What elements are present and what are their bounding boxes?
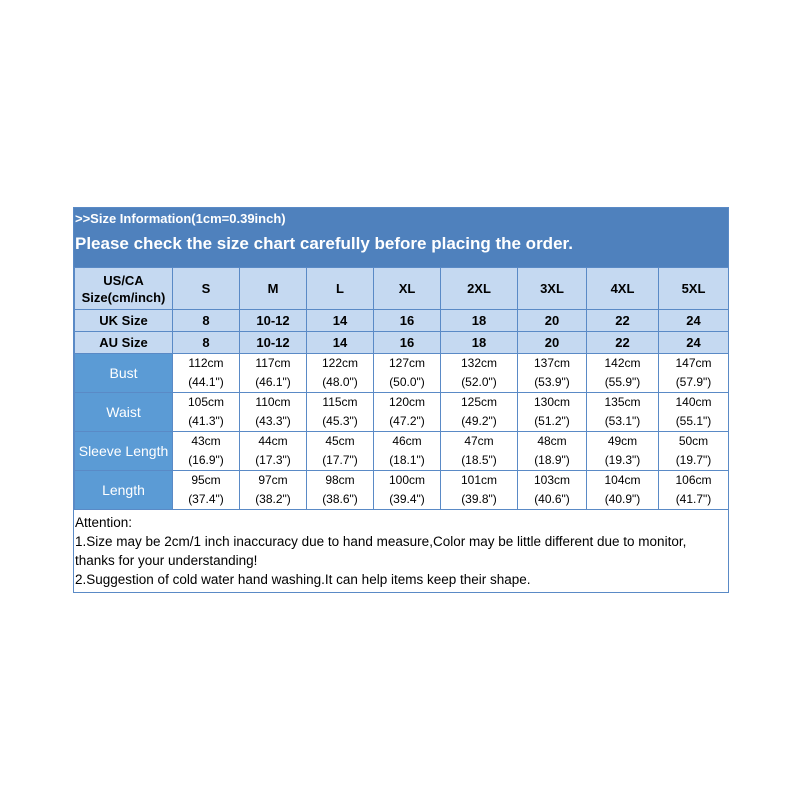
cm-value: 101cm — [460, 473, 498, 487]
inch-value: (53.9") — [534, 375, 570, 389]
waist-cell — [659, 393, 729, 432]
cm-value: 44cm — [258, 434, 288, 448]
uk-size-value: 14 — [307, 310, 374, 332]
length-cell — [307, 471, 374, 510]
bust-cell — [240, 354, 307, 393]
inch-value: (48.0") — [322, 375, 358, 389]
au-size-value: 10-12 — [240, 332, 307, 354]
inch-value: (52.0") — [461, 375, 497, 389]
uk-size-label: UK Size — [75, 310, 173, 332]
cm-value: 50cm — [678, 434, 709, 448]
cm-value: 43cm — [191, 434, 221, 448]
size-chart — [73, 207, 729, 593]
cm-value: 120cm — [388, 395, 426, 409]
inch-value: (18.1") — [389, 453, 425, 467]
cm-value: 132cm — [460, 356, 498, 370]
cm-value: 130cm — [533, 395, 571, 409]
sleeve-length-cell — [659, 432, 729, 471]
waist-cell — [307, 393, 374, 432]
length-cell — [441, 471, 518, 510]
waist-cell — [587, 393, 659, 432]
measurement-label-text: Length — [102, 481, 145, 498]
uk-size-value: 8 — [173, 310, 240, 332]
length-cell — [374, 471, 441, 510]
length-cell — [173, 471, 240, 510]
bust-cell — [518, 354, 587, 393]
measurement-label-text: Waist — [106, 403, 141, 420]
attention-heading: Attention: — [75, 515, 133, 530]
us-ca-label-line1: US/CA — [103, 272, 144, 288]
sleeve-length-cell — [307, 432, 374, 471]
waist-cell — [240, 393, 307, 432]
note-line: 1.Size may be 2cm/1 inch inaccuracy due to hand measure,Color may be little different due to monitor, — [75, 534, 687, 549]
uk-size-value: 24 — [659, 310, 729, 332]
uk-size-value: 18 — [441, 310, 518, 332]
inch-value: (57.9") — [675, 375, 712, 389]
inch-value: (41.3") — [188, 414, 224, 428]
inch-value: (16.9") — [188, 453, 224, 467]
cm-value: 95cm — [191, 473, 221, 487]
cm-value: 122cm — [321, 356, 359, 370]
cm-value: 110cm — [255, 395, 291, 409]
size-header: 4XL — [587, 268, 659, 310]
cm-value: 115cm — [322, 395, 358, 409]
inch-value: (40.6") — [534, 492, 570, 506]
length-row — [75, 471, 729, 510]
us-ca-label-line2: Size(cm/inch) — [81, 289, 166, 305]
sleeve-length-cell — [240, 432, 307, 471]
bust-cell — [441, 354, 518, 393]
waist-cell — [518, 393, 587, 432]
inch-value: (53.1") — [604, 414, 641, 428]
size-header: S — [173, 268, 240, 310]
bust-row — [75, 354, 729, 393]
cm-value: 100cm — [388, 473, 426, 487]
au-size-row — [75, 332, 729, 354]
uk-size-row — [75, 310, 729, 332]
inch-value: (39.8") — [461, 492, 497, 506]
size-header: 2XL — [441, 268, 518, 310]
bust-cell — [374, 354, 441, 393]
cm-value: 49cm — [607, 434, 638, 448]
cm-value: 97cm — [258, 473, 288, 487]
au-size-label: AU Size — [75, 332, 173, 354]
cm-value: 147cm — [675, 356, 712, 370]
bust-cell — [173, 354, 240, 393]
au-size-value: 16 — [374, 332, 441, 354]
size-info-title: >>Size Information(1cm=0.39inch) — [75, 211, 286, 226]
sleeve-length-cell — [374, 432, 441, 471]
sleeve-length-cell — [587, 432, 659, 471]
size-header: M — [240, 268, 307, 310]
length-cell — [659, 471, 729, 510]
length-label — [75, 471, 173, 510]
length-cell — [587, 471, 659, 510]
au-size-value: 20 — [518, 332, 587, 354]
inch-value: (18.5") — [461, 453, 497, 467]
au-size-value: 18 — [441, 332, 518, 354]
size-table — [74, 267, 729, 510]
cm-value: 98cm — [325, 473, 355, 487]
uk-size-value: 20 — [518, 310, 587, 332]
inch-value: (17.7") — [322, 453, 358, 467]
waist-cell — [374, 393, 441, 432]
inch-value: (40.9") — [604, 492, 641, 506]
measurement-label-text: Sleeve Length — [78, 442, 169, 459]
sleeve-length-cell — [518, 432, 587, 471]
length-cell — [518, 471, 587, 510]
cm-value: 103cm — [533, 473, 571, 487]
inch-value: (55.1") — [675, 414, 712, 428]
cm-value: 104cm — [604, 473, 641, 487]
inch-value: (46.1") — [255, 375, 291, 389]
cm-value: 47cm — [464, 434, 494, 448]
note-line: 2.Suggestion of cold water hand washing.It can help items keep their shape. — [75, 572, 531, 587]
size-header: XL — [374, 268, 441, 310]
length-cell — [240, 471, 307, 510]
cm-value: 125cm — [460, 395, 498, 409]
uk-size-value: 16 — [374, 310, 441, 332]
waist-cell — [441, 393, 518, 432]
inch-value: (44.1") — [188, 375, 224, 389]
cm-value: 106cm — [675, 473, 712, 487]
cm-value: 142cm — [604, 356, 641, 370]
cm-value: 48cm — [537, 434, 567, 448]
cm-value: 105cm — [187, 395, 225, 409]
waist-row — [75, 393, 729, 432]
uk-size-value: 22 — [587, 310, 659, 332]
cm-value: 135cm — [604, 395, 641, 409]
cm-value: 112cm — [188, 356, 224, 370]
size-info-banner — [74, 208, 728, 267]
attention-notes — [74, 510, 728, 592]
cm-value: 117cm — [255, 356, 291, 370]
sleeve-length-label — [75, 432, 173, 471]
inch-value: (51.2") — [534, 414, 570, 428]
inch-value: (18.9") — [534, 453, 570, 467]
inch-value: (19.7") — [675, 453, 712, 467]
measurement-label-text: Bust — [109, 364, 138, 381]
au-size-value: 22 — [587, 332, 659, 354]
cm-value: 140cm — [675, 395, 712, 409]
inch-value: (38.6") — [322, 492, 358, 506]
waist-cell — [173, 393, 240, 432]
uk-size-value: 10-12 — [240, 310, 307, 332]
cm-value: 127cm — [388, 356, 426, 370]
bust-cell — [659, 354, 729, 393]
size-header: L — [307, 268, 374, 310]
inch-value: (50.0") — [389, 375, 425, 389]
size-header: 5XL — [659, 268, 729, 310]
sleeve-length-cell — [441, 432, 518, 471]
inch-value: (41.7") — [675, 492, 712, 506]
size-chart-instruction: Please check the size chart carefully before placing the order. — [75, 234, 573, 253]
inch-value: (55.9") — [604, 375, 641, 389]
sleeve-length-cell — [173, 432, 240, 471]
bust-cell — [587, 354, 659, 393]
au-size-value: 8 — [173, 332, 240, 354]
bust-label — [75, 354, 173, 393]
inch-value: (17.3") — [255, 453, 291, 467]
cm-value: 137cm — [533, 356, 571, 370]
size-header: 3XL — [518, 268, 587, 310]
au-size-value: 14 — [307, 332, 374, 354]
sleeve-length-row — [75, 432, 729, 471]
inch-value: (47.2") — [389, 414, 425, 428]
inch-value: (43.3") — [255, 414, 291, 428]
inch-value: (19.3") — [604, 453, 641, 467]
inch-value: (45.3") — [322, 414, 358, 428]
inch-value: (49.2") — [461, 414, 497, 428]
inch-value: (38.2") — [255, 492, 291, 506]
bust-cell — [307, 354, 374, 393]
inch-value: (37.4") — [188, 492, 224, 506]
us-ca-size-row — [75, 268, 729, 310]
note-line: thanks for your understanding! — [75, 553, 258, 568]
cm-value: 46cm — [392, 434, 422, 448]
us-ca-size-label — [75, 268, 173, 310]
cm-value: 45cm — [325, 434, 355, 448]
inch-value: (39.4") — [389, 492, 425, 506]
au-size-value: 24 — [659, 332, 729, 354]
waist-label — [75, 393, 173, 432]
